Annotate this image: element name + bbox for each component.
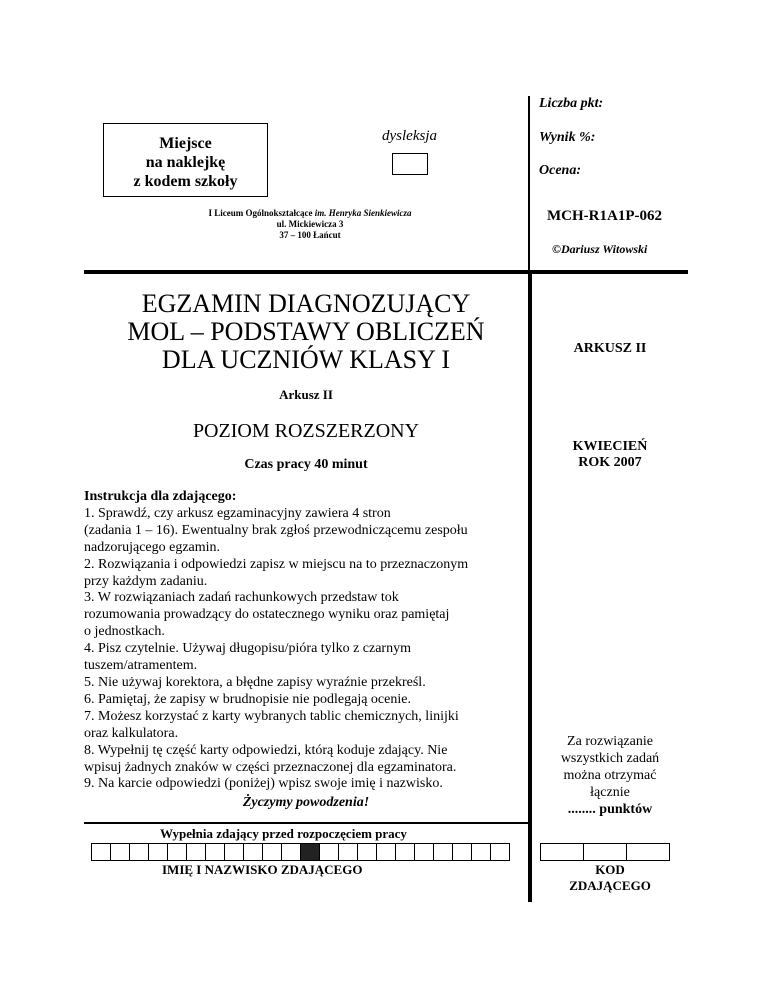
code-cell[interactable] — [583, 843, 627, 861]
code-cell[interactable] — [626, 843, 670, 861]
instruction-line: oraz kalkulatora. — [84, 725, 179, 741]
points-note-line-4: łącznie — [590, 785, 630, 800]
school-sticker-box — [103, 123, 268, 197]
instruction-line: 8. Wypełnij tę część karty odpowiedzi, którą koduje zdający. Nie — [84, 742, 448, 758]
name-cell[interactable] — [395, 843, 415, 861]
sticker-line-1: Miejsce — [159, 135, 212, 152]
school-name — [180, 208, 440, 219]
grade-label: Ocena: — [539, 163, 581, 178]
horizontal-divider — [84, 270, 688, 274]
name-cell[interactable] — [319, 843, 339, 861]
code-cell[interactable] — [540, 843, 584, 861]
dyslexia-checkbox[interactable] — [392, 153, 428, 175]
points-note-line-1: Za rozwiązanie — [567, 734, 653, 749]
instruction-line: (zadania 1 – 16). Ewentualny brak zgłoś przewodniczącemu zespołu — [84, 522, 468, 538]
vertical-divider-top — [528, 96, 530, 272]
instruction-line: 7. Możesz korzystać z karty wybranych tablic chemicznych, linijki — [84, 708, 459, 724]
school-name-prefix: I Liceum Ogólnokształcące — [208, 208, 315, 218]
name-cell[interactable] — [148, 843, 168, 861]
name-cell[interactable] — [357, 843, 377, 861]
name-separator-cell — [300, 843, 320, 861]
name-cell[interactable] — [186, 843, 206, 861]
name-cell[interactable] — [110, 843, 130, 861]
exam-code: MCH-R1A1P-062 — [547, 208, 662, 224]
instructions — [84, 489, 528, 793]
school-city: 37 – 100 Łańcut — [279, 230, 341, 240]
fill-note: Wypełnia zdający przed rozpoczęciem pracy — [160, 826, 407, 841]
instruction-line: 3. W rozwiązaniach zadań rachunkowych przedstaw tok — [84, 590, 399, 606]
level-label: POZIOM ROZSZERZONY — [192, 420, 420, 442]
exam-date — [532, 439, 688, 471]
exam-year: ROK 2007 — [578, 455, 642, 470]
name-label: IMIĘ I NAZWISKO ZDAJĄCEGO — [162, 862, 363, 877]
bottom-divider — [84, 822, 528, 824]
code-label-line-2: ZDAJĄCEGO — [569, 878, 651, 893]
instruction-line: wpisuj żadnych znaków w części przeznaczonej dla egzaminatora. — [84, 759, 457, 775]
instruction-line: przy każdym zadaniu. — [84, 573, 208, 589]
title-line-3: DLA UCZNIÓW KLASY I — [161, 345, 451, 374]
points-label: Liczba pkt: — [539, 96, 604, 111]
sticker-line-2: na naklejkę — [145, 154, 226, 171]
name-cell[interactable] — [490, 843, 510, 861]
instruction-line: 4. Pisz czytelnie. Używaj długopisu/pióra tylko z czarnym — [84, 641, 411, 657]
name-cell[interactable] — [91, 843, 111, 861]
points-note-line-3: można otrzymać — [563, 768, 657, 783]
name-cell[interactable] — [167, 843, 187, 861]
author: ©Dariusz Witowski — [552, 242, 648, 256]
dyslexia-label: dysleksja — [382, 128, 437, 144]
instructions-heading: Instrukcja dla zdającego: — [84, 489, 237, 504]
candidate-code-cells — [541, 843, 670, 861]
exam-month: KWIECIEŃ — [572, 439, 648, 454]
school-patron: im. Henryka Sienkiewicza — [314, 208, 412, 218]
instruction-line: rozumowania prowadzący do ostatecznego wyniku oraz pamiętaj — [84, 607, 450, 623]
instruction-line: 6. Pamiętaj, że zapisy w brudnopisie nie podlegają ocenie. — [84, 691, 411, 707]
sheet-side-label: ARKUSZ II — [573, 341, 647, 356]
name-cell[interactable] — [376, 843, 396, 861]
time-label: Czas pracy 40 minut — [244, 457, 368, 472]
name-cell[interactable] — [224, 843, 244, 861]
name-cell[interactable] — [452, 843, 472, 861]
page-title — [84, 290, 528, 374]
school-street: ul. Mickiewicza 3 — [276, 219, 344, 229]
name-cell[interactable] — [262, 843, 282, 861]
total-points-note — [532, 733, 688, 818]
result-label: Wynik %: — [539, 130, 596, 145]
sheet-label: Arkusz II — [279, 387, 333, 402]
name-cells — [92, 843, 510, 861]
name-cell[interactable] — [433, 843, 453, 861]
name-cell[interactable] — [338, 843, 358, 861]
name-cell[interactable] — [414, 843, 434, 861]
sticker-line-3: z kodem szkoły — [133, 173, 238, 190]
name-cell[interactable] — [243, 843, 263, 861]
title-line-1: EGZAMIN DIAGNOZUJĄCY — [141, 289, 471, 318]
points-note-line-5: ........ punktów — [567, 802, 653, 817]
school-address — [180, 208, 440, 241]
instruction-line: 1. Sprawdź, czy arkusz egzaminacyjny zawiera 4 stron — [84, 505, 391, 521]
instruction-line: tuszem/atramentem. — [84, 658, 198, 674]
instruction-line: 2. Rozwiązania i odpowiedzi zapisz w miejscu na to przeznaczonym — [84, 556, 469, 572]
title-line-2: MOL – PODSTAWY OBLICZEŃ — [127, 317, 485, 346]
instruction-line: o jednostkach. — [84, 624, 165, 640]
code-label-line-1: KOD — [595, 862, 625, 877]
name-cell[interactable] — [281, 843, 301, 861]
instruction-line: 9. Na karcie odpowiedzi (poniżej) wpisz swoje imię i nazwisko. — [84, 776, 443, 792]
instruction-line: 5. Nie używaj korektora, a błędne zapisy wyraźnie przekreśl. — [84, 674, 426, 690]
points-note-line-2: wszystkich zadań — [560, 751, 660, 766]
wishes: Życzymy powodzenia! — [242, 795, 370, 810]
name-cell[interactable] — [205, 843, 225, 861]
instruction-line: nadzorującego egzamin. — [84, 539, 221, 555]
candidate-code-label — [532, 862, 688, 894]
name-cell[interactable] — [471, 843, 491, 861]
name-cell[interactable] — [129, 843, 149, 861]
